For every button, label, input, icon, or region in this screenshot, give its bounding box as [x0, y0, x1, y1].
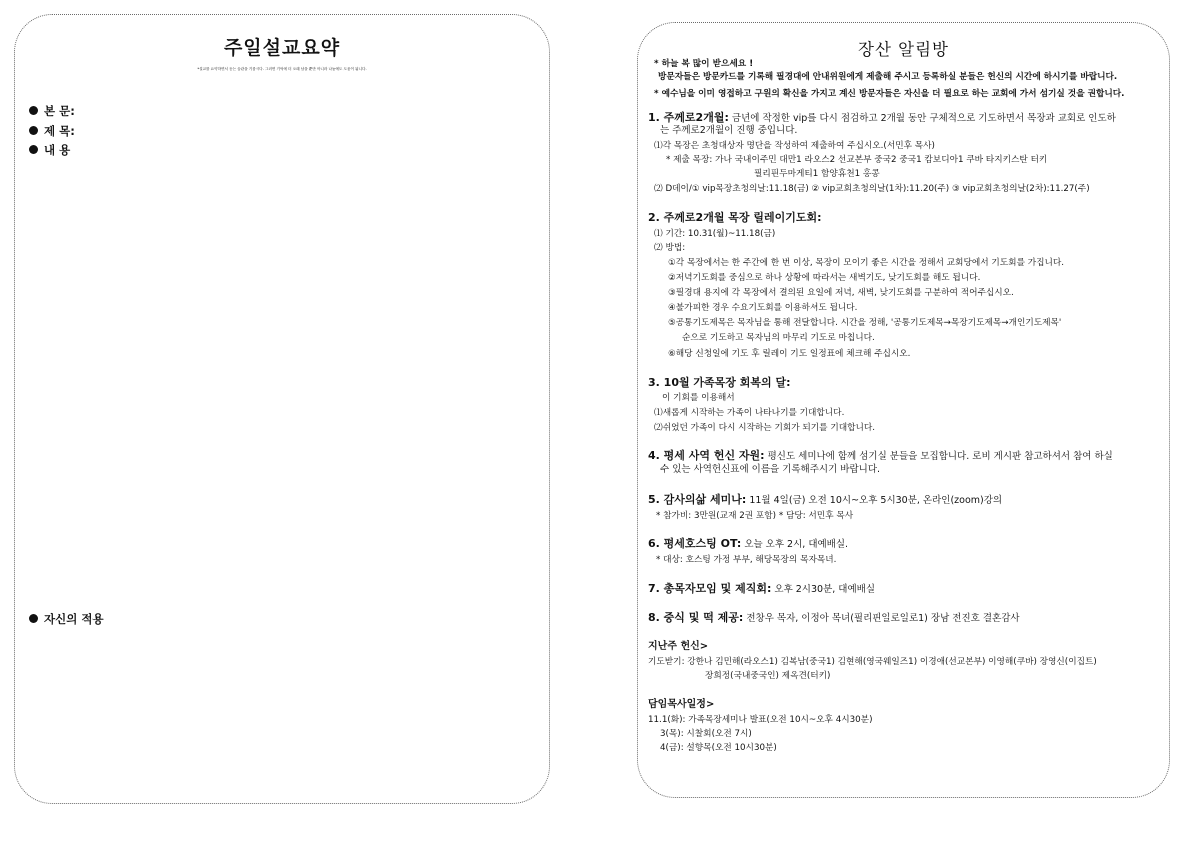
notice-3-item-1: ⑴새롭게 시작하는 가족이 나타나기를 기대합니다. [654, 408, 845, 418]
visitor-recommendation: * 예수님을 이미 영접하고 구원의 확신을 가지고 계신 방문자들은 자신을 더 필요로 하는 교회에 가서 섬기실 것을 권합니다. [654, 89, 1125, 99]
bullet-icon [29, 614, 38, 623]
notice-2-step-5-cont: 순으로 기도하고 목자님의 마무리 기도로 마칩니다. [682, 333, 875, 343]
notice-1-groups-cont: 필리핀두마게티1 함양휴천1 홍콩 [754, 169, 880, 179]
bullet-icon [29, 145, 38, 154]
notice-1-text-cont: 는 주께로2개월이 진행 중입니다. [660, 125, 798, 136]
notice-2-step-3: ③필경대 용지에 각 목장에서 결의된 요일에 저녁, 새벽, 낮기도회를 구분하여 적어주십시오. [668, 288, 1014, 298]
announcements-title: 장산 알림방 [858, 40, 949, 59]
notice-4-text: 평신도 세미나에 함께 섬기실 분들을 모집합니다. 로비 게시판 참고하셔서 참여 하실 [767, 451, 1113, 462]
notice-1 [648, 112, 1116, 125]
notice-3-intro: 이 기회를 이용해서 [662, 393, 735, 403]
notice-2-step-6: ⑥해당 신청일에 기도 후 릴레이 기도 일정표에 체크해 주십시오. [668, 349, 911, 359]
pastor-schedule-3: 4(금): 설향목(오전 10시30분) [660, 743, 777, 753]
notice-7-heading: 7. 총목자모임 및 제직회: [648, 582, 772, 595]
notice-1-item-1: ⑴각 목장은 초청대상자 명단을 작성하여 제출하여 주십시오.(서민후 목사) [654, 141, 935, 151]
last-week-dedication-heading: 지난주 헌신> [648, 641, 709, 652]
prayer-recipients-cont: 장희정(국내중국인) 제옥견(터키) [705, 671, 831, 681]
notice-7-text: 오후 2시30분, 대예배실 [774, 584, 875, 595]
notice-2-heading: 2. 주께로2개월 목장 릴레이기도회: [648, 211, 822, 224]
visitor-note: 방문자들은 방문카드를 기록해 필경대에 안내위원에게 제출해 주시고 등록하실 분들은 헌신의 시간에 하시기를 바랍니다. [658, 72, 1118, 82]
notice-2-period: ⑴ 기간: 10.31(월)~11.18(금) [654, 229, 776, 239]
notice-2-step-4: ④불가피한 경우 수요기도회를 이용하셔도 됩니다. [668, 303, 858, 313]
notice-2-step-2: ②저녁기도회를 중심으로 하나 상황에 따라서는 새벽기도, 낮기도회를 해도 됩니다. [668, 273, 981, 283]
notice-1-heading: 1. 주께로2개월: [648, 111, 729, 124]
prayer-recipients: 기도받기: 강한나 김민해(라오스1) 김복남(중국1) 김현해(영국웨일즈1) 이경애(선교본부) 이영해(쿠바) 장영신(이집트) [648, 657, 1097, 667]
bullet-icon [29, 106, 38, 115]
notice-6-text: 오늘 오후 2시, 대예배실. [744, 539, 849, 550]
notice-5-heading: 5. 감사의삶 세미나: [648, 493, 747, 506]
notice-8-text: 전창우 목자, 이정아 목녀(필리핀일로일로1) 장남 전진호 결혼감사 [746, 613, 1020, 624]
pastor-schedule-1: 11.1(화): 가족목장세미나 발표(오전 10시~오후 4시30분) [648, 715, 873, 725]
sermon-summary-panel [14, 14, 550, 804]
field-application: 자신의 적용 [29, 611, 104, 627]
bullet-icon [29, 126, 38, 135]
notice-5-text: 11월 4일(금) 오전 10시~오후 5시30분, 온라인(zoom)강의 [749, 495, 1003, 506]
notice-1-item-2: ⑵ D데이/① vip목장초청의날:11.18(금) ② vip교회초청의날(1차):11.20(주) ③ vip교회초청의날(2차):11.27(주) [654, 184, 1090, 194]
notice-6 [648, 538, 848, 551]
notice-5-details: * 참가비: 3만원(교재 2권 포함) * 담당: 서민후 목사 [656, 511, 854, 521]
notice-4-text-cont: 수 있는 사역헌신표에 이름을 기록해주시기 바랍니다. [660, 464, 881, 475]
notice-6-heading: 6. 평세호스팅 OT: [648, 537, 742, 550]
pastor-schedule-2: 3(목): 시찰회(오전 7시) [660, 729, 752, 739]
notice-2-step-5: ⑤공통기도제목은 목자님을 통해 전달합니다. 시간을 정해, '공통기도제목→목장기도제목→개인기도제목' [668, 318, 1062, 328]
notice-8 [648, 612, 1020, 625]
notice-7 [648, 583, 875, 596]
notice-6-details: * 대상: 호스팅 가정 부부, 해당목장의 목자목녀. [656, 555, 837, 565]
notice-4 [648, 450, 1113, 463]
notice-1-text: 금년에 작정한 vip를 다시 점검하고 2개월 동안 구체적으로 기도하면서 목장과 교회로 인도하 [731, 113, 1116, 124]
notice-5 [648, 494, 1002, 507]
notice-2-step-1: ①각 목장에서는 한 주간에 한 번 이상, 목장이 모이기 좋은 시간을 정해서 교회당에서 기도회를 가집니다. [668, 258, 1065, 268]
notice-1-groups: * 제출 목장: 가나 국내이주민 대만1 라오스2 선교본부 중국2 중국1 캄보디아1 쿠바 타지키스탄 터키 [666, 155, 1048, 165]
announcements-panel [637, 22, 1170, 798]
notice-4-heading: 4. 평세 사역 헌신 자원: [648, 449, 765, 462]
field-title: 제 목: [29, 123, 75, 139]
notice-3-heading: 3. 10월 가족목장 회복의 달: [648, 376, 791, 389]
sermon-summary-intro: *설교를 요약하면서 듣는 습관을 기릅시다. 그러면 기억에 더 오래 남을 뿐만 아니라 나눔에도 도움이 됩니다. [197, 67, 367, 71]
notice-2-method: ⑵ 방법: [654, 243, 686, 253]
field-scripture: 본 문: [29, 103, 75, 119]
greeting: * 하늘 복 많이 받으세요 ! [654, 59, 754, 69]
notice-8-heading: 8. 중식 및 떡 제공: [648, 611, 744, 624]
pastor-schedule-heading: 담임목사일정> [648, 699, 715, 710]
notice-3-item-2: ⑵쉬었던 가족이 다시 시작하는 기회가 되기를 기대합니다. [654, 423, 876, 433]
sermon-summary-title: 주일설교요약 [223, 37, 341, 59]
field-content: 내 용 [29, 142, 70, 158]
